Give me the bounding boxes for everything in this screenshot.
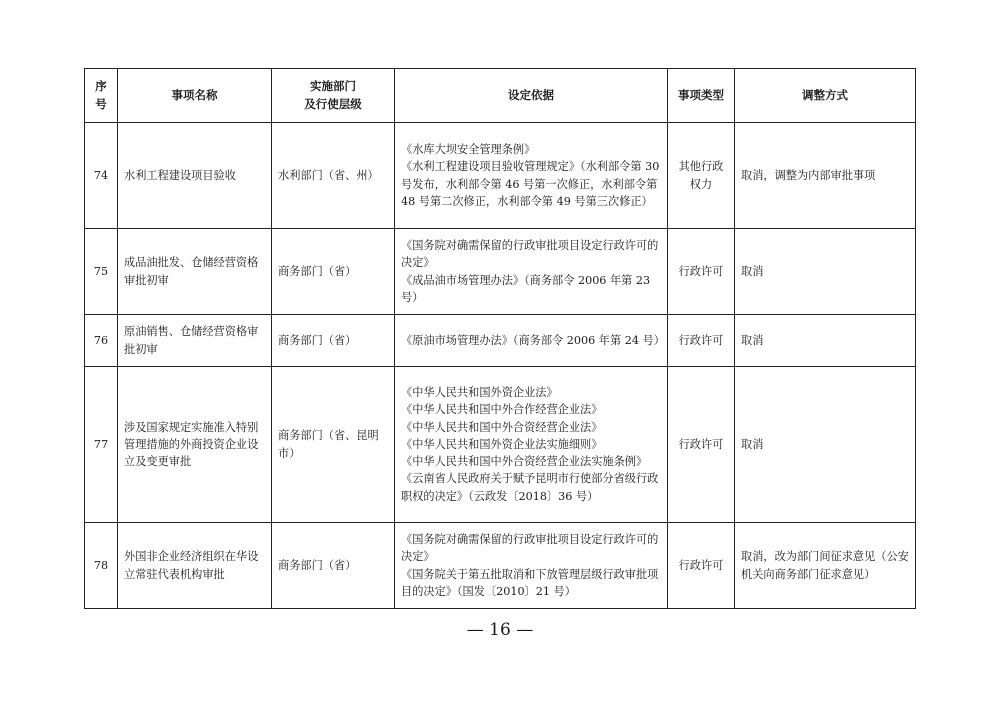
item-name: 涉及国家规定实施准入特别管理措施的外商投资企业设立及变更审批: [118, 367, 272, 523]
department: 商务部门（省）: [272, 315, 395, 367]
basis-line: 《国务院对确需保留的行政审批项目设定行政许可的决定》: [401, 533, 659, 564]
table-header-row: [85, 69, 916, 123]
legal-basis: [395, 229, 668, 315]
basis-line: 《中华人民共和国外资企业法实施细则》: [401, 437, 603, 451]
row-number: 76: [85, 315, 118, 367]
item-name: 成品油批发、仓储经营资格审批初审: [118, 229, 272, 315]
item-type: 行政许可: [668, 229, 735, 315]
basis-line: 《国务院关于第五批取消和下放管理层级行政审批项目的决定》（国发〔2010〕21 号）: [401, 567, 659, 598]
department: 商务部门（省）: [272, 523, 395, 609]
header-item-name: 事项名称: [118, 69, 272, 123]
adjustment-method: 取消: [735, 229, 916, 315]
item-type: 其他行政权力: [668, 123, 735, 229]
page-number: — 16 —: [466, 620, 534, 640]
item-type: 行政许可: [668, 315, 735, 367]
adjustment-method: 取消: [735, 315, 916, 367]
adjustment-method: 取消，改为部门间征求意见（公安机关向商务部门征求意见）: [735, 523, 916, 609]
header-legal-basis: 设定依据: [395, 69, 668, 123]
legal-basis: [395, 123, 668, 229]
basis-line: 《云南省人民政府关于赋予昆明市行使部分省级行政职权的决定》（云政发〔2018〕36 号）: [401, 472, 659, 503]
table-row: [85, 523, 916, 609]
item-name: 水利工程建设项目验收: [118, 123, 272, 229]
basis-line: 《中华人民共和国中外合资经营企业法》: [401, 420, 603, 434]
table-row: [85, 123, 916, 229]
legal-basis: [395, 367, 668, 523]
table-row: [85, 229, 916, 315]
adjustment-method: 取消，调整为内部审批事项: [735, 123, 916, 229]
department: 商务部门（省）: [272, 229, 395, 315]
row-number: 75: [85, 229, 118, 315]
header-adjustment: 调整方式: [735, 69, 916, 123]
legal-basis: [395, 315, 668, 367]
basis-line: 《成品油市场管理办法》（商务部令 2006 年第 23 号）: [401, 273, 651, 304]
basis-line: 《水库大坝安全管理条例》: [401, 143, 536, 157]
basis-line: 《中华人民共和国外资企业法》: [401, 386, 558, 400]
header-item-type: 事项类型: [668, 69, 735, 123]
legal-basis: [395, 523, 668, 609]
item-type: 行政许可: [668, 367, 735, 523]
item-name: 原油销售、仓储经营资格审批初审: [118, 315, 272, 367]
basis-line: 《国务院对确需保留的行政审批项目设定行政许可的决定》: [401, 239, 659, 270]
row-number: 74: [85, 123, 118, 229]
basis-line: 《中华人民共和国中外合作经营企业法》: [401, 403, 603, 417]
department: 商务部门（省、昆明市）: [272, 367, 395, 523]
item-type: 行政许可: [668, 523, 735, 609]
basis-line: 《原油市场管理办法》（商务部令 2006 年第 24 号）: [401, 333, 665, 347]
adjustment-method: 取消: [735, 367, 916, 523]
header-serial-number: 序 号: [85, 69, 118, 123]
table-row: [85, 315, 916, 367]
row-number: 78: [85, 523, 118, 609]
basis-line: 《水利工程建设项目验收管理规定》（水利部令第 30 号发布，水利部令第 46 号第一次修正，水利部令第 48 号第二次修正，水利部令第 49 号第三次修正）: [401, 160, 660, 208]
row-number: 77: [85, 367, 118, 523]
table-row: [85, 367, 916, 523]
item-name: 外国非企业经济组织在华设立常驻代表机构审批: [118, 523, 272, 609]
department: 水利部门（省、州）: [272, 123, 395, 229]
basis-line: 《中华人民共和国中外合资经营企业法实施条例》: [401, 455, 648, 469]
adjustment-table: [84, 68, 916, 609]
header-department: 实施部门 及行使层级: [272, 69, 395, 123]
